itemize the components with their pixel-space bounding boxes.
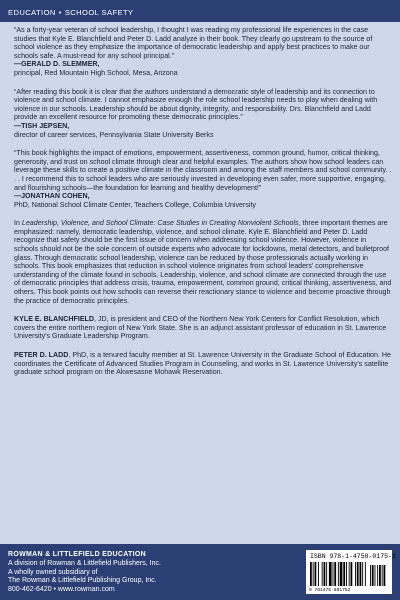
cover-text (14, 26, 392, 387)
category-separator: • (58, 8, 62, 17)
barcode-bar (349, 562, 350, 586)
barcode-bar (355, 562, 356, 586)
barcode-bar (343, 562, 345, 586)
barcode-bar (324, 562, 326, 586)
book-description (14, 219, 392, 305)
author-name: KYLE E. BLANCHFIELD (14, 315, 95, 324)
endorser-name: —GERALD D. SLEMMER, (14, 60, 100, 69)
barcode-bar (340, 562, 343, 586)
author-bio-text: , JD, is president and CEO of the Northern New York Centers for Conflict Resolution, which covers the entire northern region of New York State. She is an adjunct assistant professor of education in St. Lawrence University's Graduate Leadership Program. (14, 315, 387, 341)
barcode-bar (329, 562, 332, 586)
endorser-name: —JONATHAN COHEN, (14, 192, 90, 201)
category-school-safety: SCHOOL SAFETY (64, 8, 134, 17)
barcode-bar (338, 562, 339, 586)
endorsement-credit (14, 60, 392, 69)
barcode-digits: 9 781475 801752 (309, 588, 351, 593)
price-bar (382, 565, 383, 586)
description-intro: In (14, 219, 22, 228)
endorsement-credit (14, 192, 392, 201)
barcode-bar (357, 562, 359, 586)
barcode-bar (362, 562, 363, 586)
endorsement-slemmer (14, 26, 392, 78)
endorsement-quote: “This book highlights the impact of emotions, empowerment, assertiveness, common ground, humor, critical thinking, generosity, and trust on school climate through clear and helpful examples. The authors show how school leaders can leverage these skills to create a positive climate in the classroom and among the staff members and school community. . . . I recommend this to school leaders who are seriously invested in developing even safer, more supportive, engaging, and flourishing schools—the foundation for learning and healthy development!” (14, 149, 392, 192)
endorsement-quote: “After reading this book it is clear that the authors understand a democratic style of leadership and its connection to violence and school climate. I cannot emphasize enough the role school leadership needs to play when dealing with violence in our schools. Leadership should be about dignity, integrity, and responsibility. Drs. Blanchfield and Ladd provide an excellent resource for promoting these democratic principles.” (14, 87, 378, 122)
publisher-name: ROWMAN & LITTLEFIELD EDUCATION (8, 551, 146, 558)
barcode-bar (313, 562, 314, 586)
endorser-title: principal, Red Mountain High School, Mesa, Arizona (14, 68, 178, 77)
category-education: EDUCATION (8, 8, 56, 17)
author-bio-blanchfield (14, 315, 392, 341)
price-bar (377, 565, 378, 586)
barcode-bar (315, 562, 317, 586)
barcode-bar (310, 562, 312, 586)
price-bar (384, 565, 386, 586)
price-bar (372, 565, 374, 586)
publisher-contact: 800-462-6420 • www.rowman.com (8, 586, 115, 594)
isbn-barcode (306, 550, 396, 594)
publisher-info (8, 551, 208, 595)
footer-band (0, 544, 400, 600)
endorsement-jepsen (14, 88, 392, 140)
price-bar (379, 565, 381, 586)
barcode-bar (333, 562, 334, 586)
endorsement-credit (14, 122, 392, 131)
barcode-bar (318, 562, 319, 586)
barcode-bar (346, 562, 347, 586)
isbn-label: ISBN 978-1-4758-0175-2 (310, 553, 396, 560)
barcode-bars (310, 562, 388, 586)
endorsement-quote: “As a forty-year veteran of school leadership, I thought I was reading my professional life experiences in the case studies that Kyle E. Blanchfield and Peter D. Ladd analyze in their book. They clearly go upstream to the source of school violence as they emphasize the importance of democratic leadership and apply best practices to make our schools safe. A must-read for any school principal.” (14, 26, 373, 60)
author-name: PETER D. LADD (14, 351, 69, 359)
author-bio-ladd (14, 351, 392, 377)
barcode-bar (326, 562, 327, 586)
barcode-bar (351, 562, 353, 586)
author-bio-text: , PhD, is a tenured faculty member at St. Lawrence University in the Graduate School of Education. He coordinates the Certificate of Advanced Studies Program in Counseling, and works in St. Lawrence University's satellite graduate school program on the Akwesasne Mohawk Reservation. (14, 351, 391, 377)
barcode-bar (360, 562, 362, 586)
publisher-line: A wholly owned subsidiary of (8, 568, 98, 576)
barcode-bar (322, 562, 323, 586)
book-title: Leadership, Violence, and School Climate: Case Studies in Creating Nonviolent Schools (21, 219, 299, 228)
barcode-bar (365, 562, 366, 586)
publisher-line: A division of Rowman & Littlefield Publishers, Inc. (8, 559, 161, 567)
endorser-title: director of career services, Pennsylvania State University Berks (14, 130, 214, 139)
price-bar (375, 565, 376, 586)
endorsement-cohen (14, 149, 392, 209)
price-bar (370, 565, 371, 586)
category-header (0, 0, 400, 22)
publisher-line: The Rowman & Littlefield Publishing Group, Inc. (8, 577, 157, 585)
endorser-title: PhD, National School Climate Center, Teachers College, Columbia University (14, 200, 256, 209)
endorser-name: —TISH JEPSEN, (14, 121, 70, 130)
barcode-bar (334, 562, 336, 586)
description-body: , three important themes are emphasized: namely, democratic leadership, violence, and school climate. Kyle E. Blanchfield and Peter D. Ladd recognize that safety should be the first issue of concern when addressing school violence. However, violence in schools should not be the sole concern of outside experts who advocate for lockdowns, metal detectors, and bulletproof glass. Through democratic school leadership, violence can be reduced by those professionals actually working in schools. This book emphasizes that reduction in school violence originates from school leaders' comprehensive understanding of the climate found in schools. Leadership, violence, and school climate are connected through the use of democratic principles that address crisis, trauma, empowerment, common ground, critical thinking, assertiveness, and others. This book points out how schools can reverse their reactionary stance to violence and become proactive through the practice of democratic principles. (14, 219, 392, 305)
